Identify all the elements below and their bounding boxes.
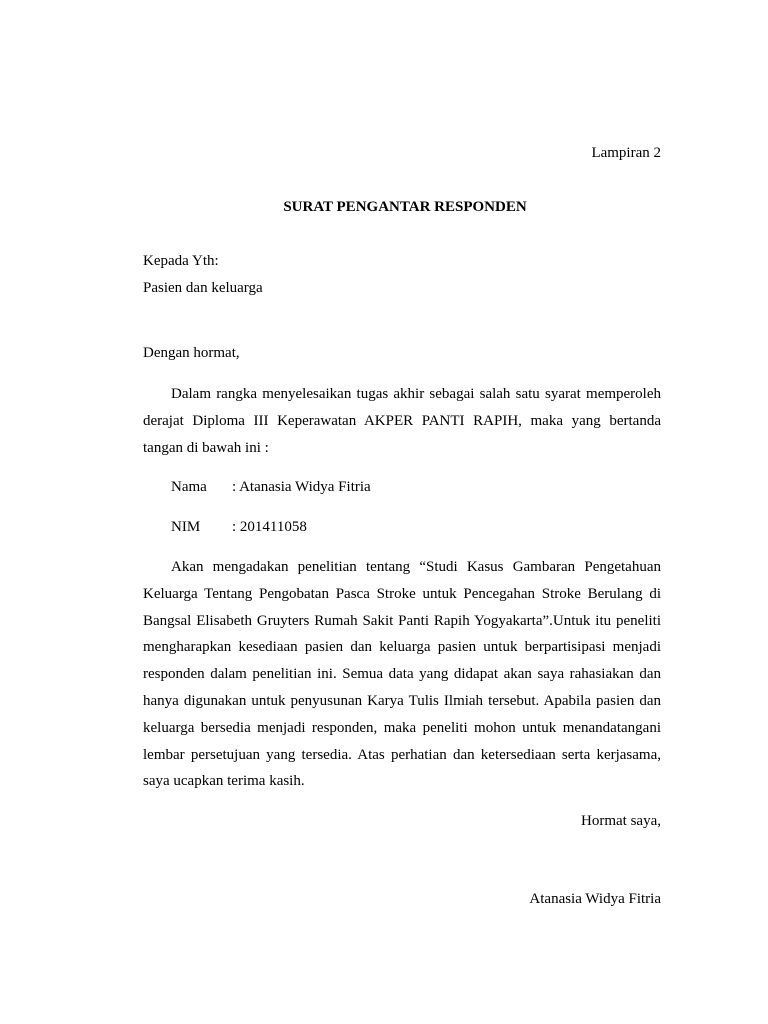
paragraph-body: Akan mengadakan penelitian tentang “Studi Kasus Gambaran Pengetahuan Keluarga Tentang Pengobatan Pasca Stroke untuk Pencegahan Stroke Berulang di Bangsal Elisabeth Gruyters Rumah Sakit Panti Rapih Yogyakarta”.Untuk itu peneliti mengharapkan kesediaan pasien dan keluarga pasien untuk berpartisipasi menjadi responden dalam penelitian ini. Semua data yang didapat akan saya rahasiakan dan hanya digunakan untuk penyusunan Karya Tulis Ilmiah tersebut. Apabila pasien dan keluarga bersedia menjadi responden, maka peneliti mohon untuk menandatangani lembar persetujuan yang tersedia. Atas perhatian dan ketersediaan serta kerjasama, saya ucapkan terima kasih.: [143, 559, 661, 790]
greeting: Dengan hormat,: [143, 345, 240, 361]
closing: Hormat saya,: [581, 813, 661, 829]
letter-title: SURAT PENGANTAR RESPONDEN: [283, 199, 527, 215]
attachment-label: Lampiran 2: [591, 145, 661, 161]
recipient-line-1: Kepada Yth:: [143, 253, 219, 269]
field-value-nim: : 201411058: [232, 519, 307, 535]
field-value-nama: : Atanasia Widya Fitria: [232, 479, 371, 495]
paragraph-intro: Dalam rangka menyelesaikan tugas akhir sebagai salah satu syarat memperoleh derajat Diploma III Keperawatan AKPER PANTI RAPIH, maka yang bertanda tangan di bawah ini :: [143, 386, 661, 456]
field-label-nim: NIM: [171, 519, 201, 535]
signatory-name: Atanasia Widya Fitria: [529, 891, 661, 907]
field-label-nama: Nama: [171, 479, 207, 495]
recipient-line-2: Pasien dan keluarga: [143, 280, 263, 296]
